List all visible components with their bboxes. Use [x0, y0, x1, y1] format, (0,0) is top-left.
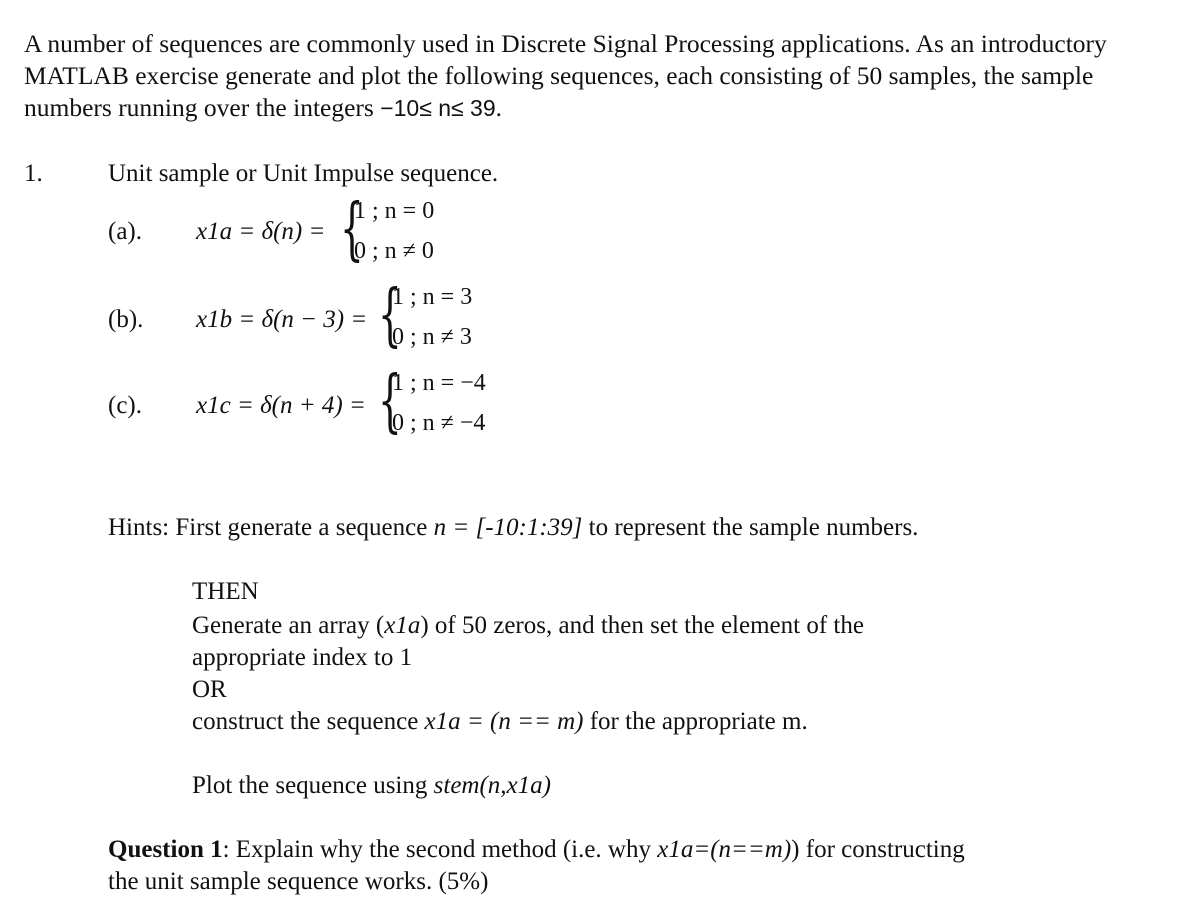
question-line1	[108, 836, 965, 864]
hints-line1-a: Generate an array (	[192, 612, 385, 639]
brace-icon: {	[378, 276, 402, 355]
hints-line3-a: construct the sequence	[192, 708, 425, 735]
item-c-case1: 1 ; n = −4	[392, 370, 486, 396]
hints-var1: x1a	[384, 612, 421, 639]
item-c-case2: 0 ; n ≠ −4	[392, 410, 486, 436]
hints-or: OR	[192, 676, 227, 703]
section-title: Unit sample or Unit Impulse sequence.	[108, 160, 499, 187]
intro-period: .	[495, 93, 502, 122]
hints-plot-b: stem(n,x1a)	[433, 772, 551, 799]
question-text-c: ) for constructing	[791, 836, 965, 863]
brace-icon: {	[378, 362, 402, 441]
item-b-case2: 0 ; n ≠ 3	[392, 324, 472, 350]
item-a-case2: 0 ; n ≠ 0	[354, 238, 434, 264]
hints-line3	[192, 708, 808, 736]
item-a-lhs: x1a = δ(n) =	[196, 218, 326, 245]
item-c-label: (c).	[108, 392, 142, 419]
hints-plot	[192, 772, 551, 800]
question-line2: the unit sample sequence works. (5%)	[108, 868, 489, 895]
hints-suffix: to represent the sample numbers.	[582, 514, 919, 541]
section-number: 1.	[24, 160, 43, 187]
hints-then: THEN	[192, 578, 259, 605]
hints-line1	[192, 612, 864, 640]
question-text-b: x1a=(n==m)	[657, 836, 792, 863]
intro-range: −10≤ n≤ 39	[380, 95, 496, 121]
hints-plot-a: Plot the sequence using	[192, 772, 434, 799]
hints-line3-b: x1a = (n == m)	[424, 708, 584, 735]
question-text-a: : Explain why the second method (i.e. why	[222, 836, 658, 863]
hints-seq: n = [-10:1:39]	[433, 514, 583, 541]
intro-text: A number of sequences are commonly used in Discrete Signal Processing applications. As an introductory MATLAB exercise generate and plot the following sequences, each consisting of 50 samples, the sample numbers running over the integers	[24, 29, 1107, 122]
hints-prefix: Hints: First generate a sequence	[108, 514, 434, 541]
hints-line1-b: ) of 50 zeros, and then set the element of the	[420, 612, 864, 639]
hints-line3-c: for the appropriate m.	[583, 708, 808, 735]
item-c-lhs: x1c = δ(n + 4) =	[196, 392, 366, 419]
item-a-label: (a).	[108, 218, 142, 245]
hints-line2: appropriate index to 1	[192, 644, 413, 671]
question-label: Question 1	[108, 836, 223, 863]
item-b-lhs: x1b = δ(n − 3) =	[196, 306, 368, 333]
item-a-case1: 1 ; n = 0	[354, 198, 435, 224]
item-b-label: (b).	[108, 306, 144, 333]
hints-line	[108, 514, 918, 542]
brace-icon: {	[340, 190, 364, 269]
intro-paragraph	[24, 28, 1154, 124]
item-b-case1: 1 ; n = 3	[392, 284, 473, 310]
